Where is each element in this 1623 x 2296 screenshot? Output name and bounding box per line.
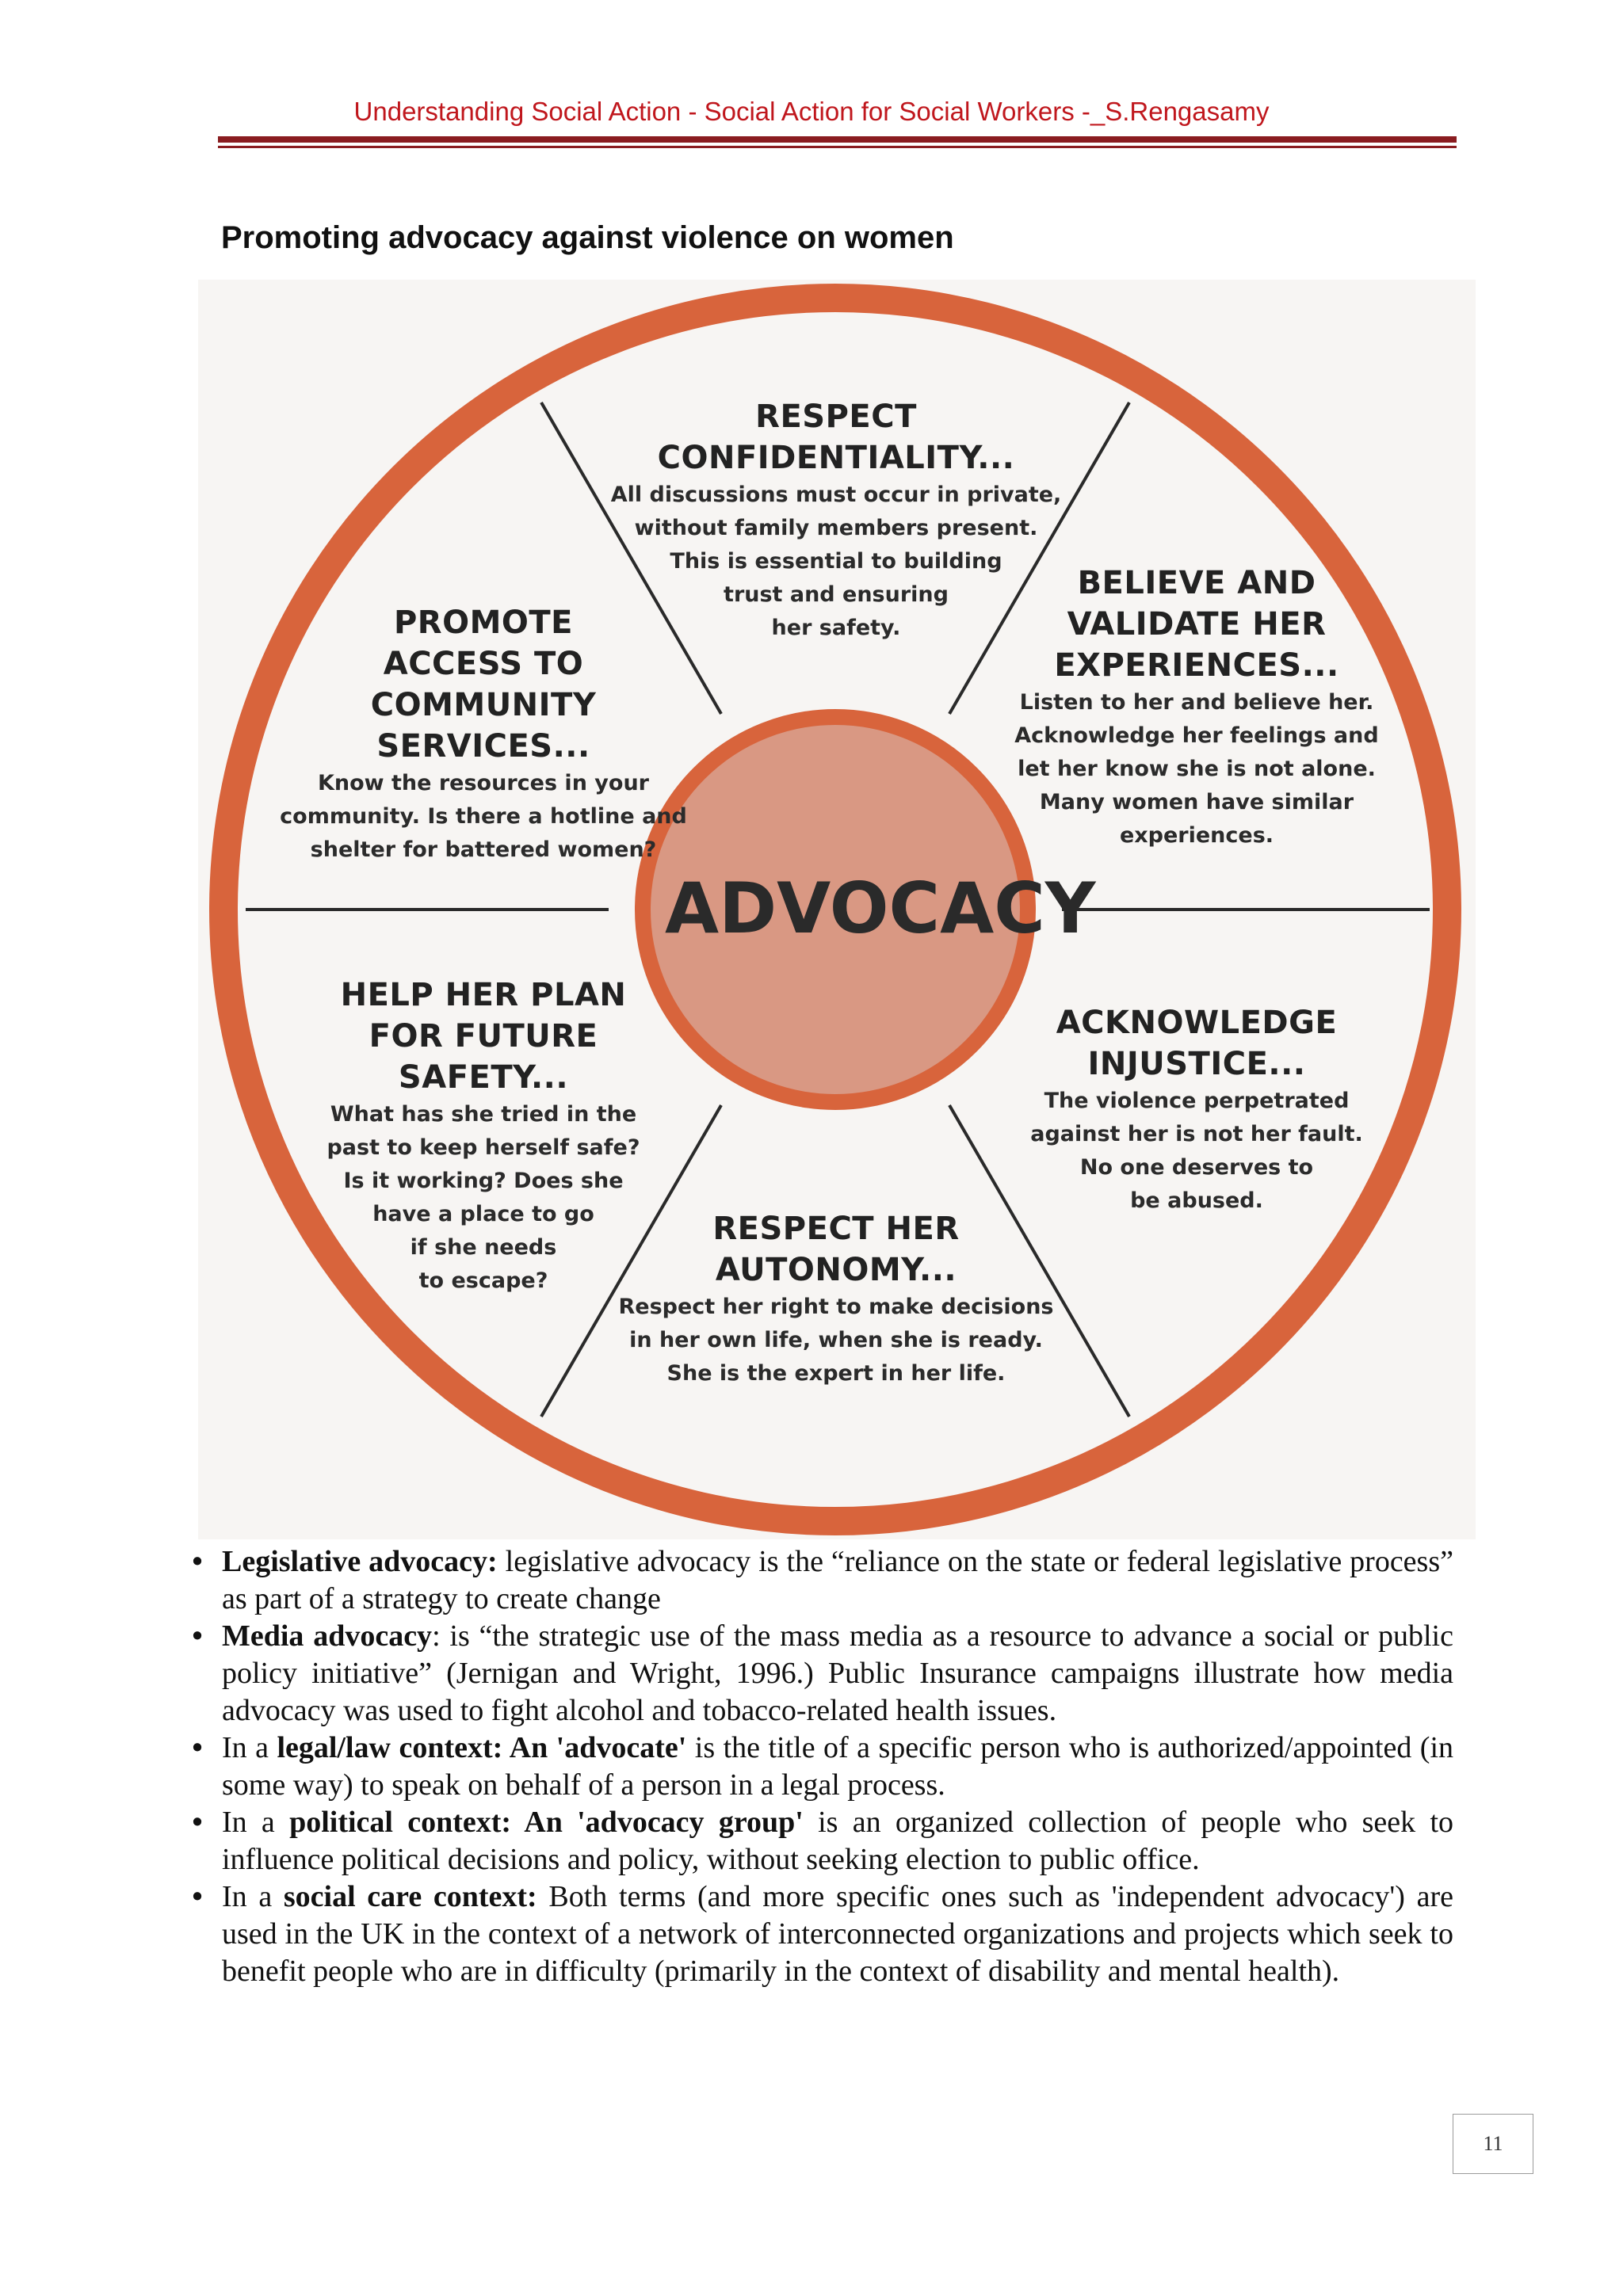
segment-body: Know the resources in your community. Is there a hotline and shelter for battered women? <box>280 771 687 862</box>
bullet-marker: • <box>192 1806 203 1839</box>
page-number: 11 <box>1453 2114 1533 2174</box>
header-rule-thin <box>218 146 1457 148</box>
list-item: • Media advocacy: is “the strategic use of the mass media as a resource to advance a social or public policy initiative” (Jernigan and Wright, 1996.) Public Insurance campaigns illustrate how media advocacy was used to fight alcohol and tobacco-related health issues. <box>173 1618 1453 1730</box>
segment-title: ACKNOWLEDGE INJUSTICE... <box>1056 1005 1338 1082</box>
running-header: Understanding Social Action - Social Action for Social Workers -_S.Rengasamy <box>353 97 1270 126</box>
segment-body: Listen to her and believe her. Acknowledge her feelings and let her know she is not alone. Many women have similar experiences. <box>1014 690 1379 848</box>
segment-acknowledge-injustice <box>1014 1002 1379 1218</box>
segment-body: What has she tried in the past to keep herself safe? Is it working? Does she have a place to go if she needs to escape? <box>327 1102 640 1293</box>
segment-future-safety <box>301 974 666 1298</box>
segment-title: RESPECT CONFIDENTIALITY... <box>657 399 1015 476</box>
bullet-list <box>173 1543 1453 1990</box>
bullet-marker: • <box>192 1545 203 1578</box>
bullet-marker: • <box>192 1619 203 1653</box>
section-heading: Promoting advocacy against violence on women <box>221 220 954 255</box>
list-item: • In a political context: An 'advocacy group' is an organized collection of people who seek to influence political decisions and policy, without seeking election to public office. <box>173 1804 1453 1878</box>
center-label-advocacy: ADVOCACY <box>665 868 1096 949</box>
segment-believe-validate <box>991 563 1403 852</box>
segment-community-services <box>273 602 693 867</box>
header-rule <box>218 136 1457 143</box>
list-item: • Legislative advocacy: legislative advocacy is the “reliance on the state or federal legislative process” as part of a strategy to create change <box>173 1543 1453 1618</box>
segment-respect-autonomy <box>606 1208 1066 1390</box>
segment-title: BELIEVE AND VALIDATE HER EXPERIENCES... <box>1054 565 1339 684</box>
segment-title: PROMOTE ACCESS TO COMMUNITY SERVICES... <box>370 605 597 765</box>
segment-title: RESPECT HER AUTONOMY... <box>712 1211 960 1288</box>
segment-body: All discussions must occur in private, without family members present. This is essential to building trust and ensuring her safety. <box>610 482 1062 640</box>
list-item: • In a social care context: Both terms (and more specific ones such as 'independent advocacy') are used in the UK in the context of a network of interconnected organizations and projects which seek to benefit people who are in difficulty (primarily in the context of disability and mental health). <box>173 1878 1453 1990</box>
segment-title: HELP HER PLAN FOR FUTURE SAFETY... <box>340 977 627 1096</box>
bullet-marker: • <box>192 1731 203 1764</box>
list-item: • In a legal/law context: An 'advocate' is the title of a specific person who is authorized/appointed (in some way) to speak on behalf of a person in a legal process. <box>173 1730 1453 1804</box>
segment-body: The violence perpetrated against her is not her fault. No one deserves to be abused. <box>1030 1089 1363 1213</box>
bullet-marker: • <box>192 1880 203 1913</box>
segment-body: Respect her right to make decisions in her own life, when she is ready. She is the expert in her life. <box>618 1295 1054 1386</box>
